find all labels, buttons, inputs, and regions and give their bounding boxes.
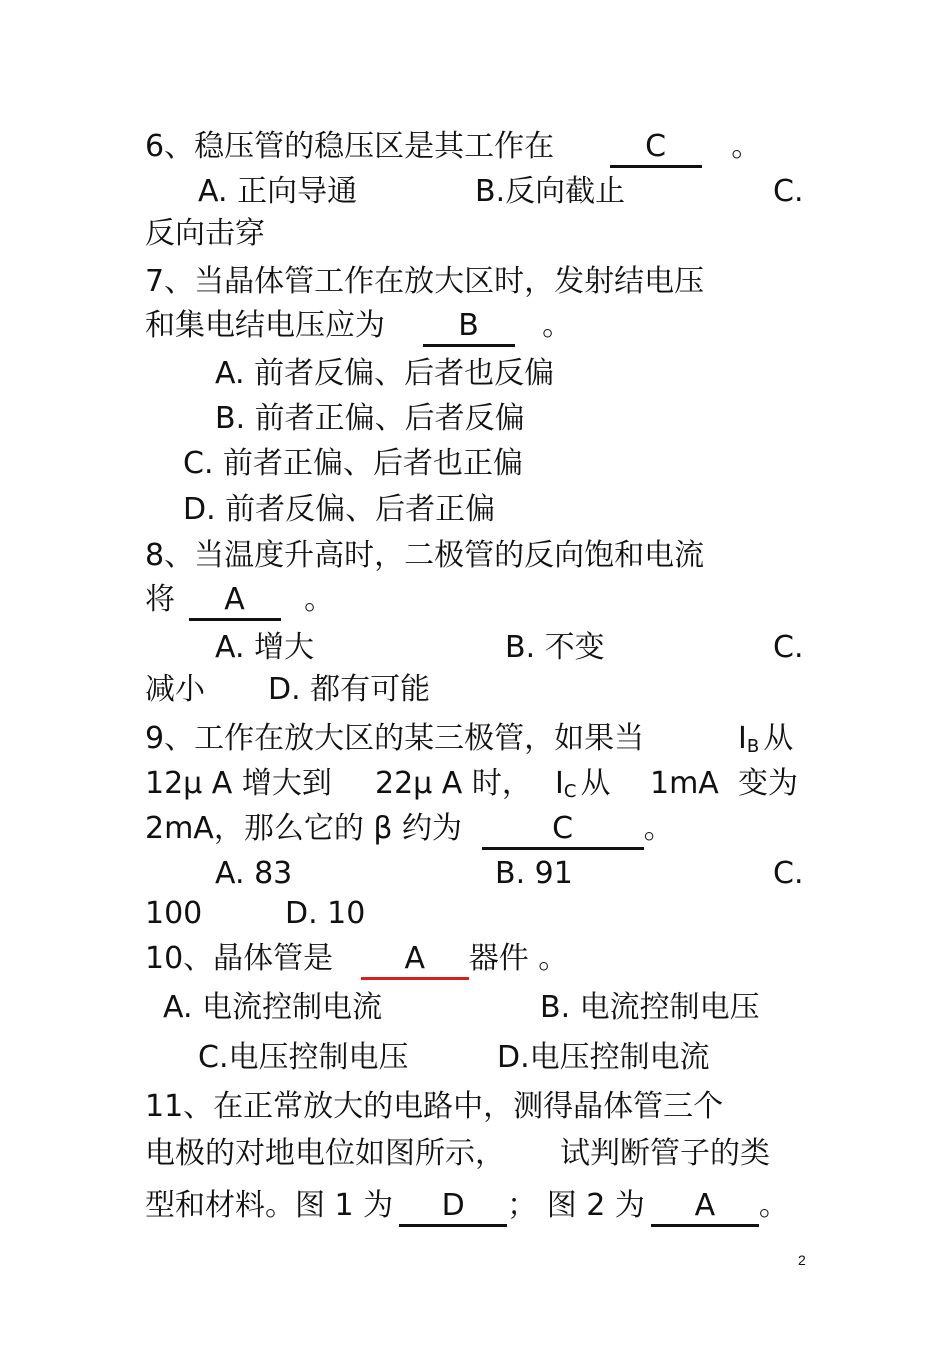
- q8-answer-blank: A: [189, 582, 281, 621]
- q6-answer-blank: C: [610, 129, 702, 168]
- q9-option-c: C.: [773, 856, 804, 891]
- q6-option-c: C.: [773, 174, 804, 209]
- q9-option-d: D. 10: [285, 896, 366, 931]
- q8-stem-line2: 将 A 。: [145, 578, 334, 622]
- q11-stem-line2b: 试判断管子的类: [560, 1136, 770, 1171]
- q10-answer-blank: A: [361, 941, 469, 980]
- q8-option-c-text: 减小: [145, 672, 205, 707]
- q11-stem-line3: 型和材料。图 1 为 D ； 图 2 为 A 。: [145, 1184, 789, 1228]
- q7-option-c: C. 前者正偏、后者也正偏: [183, 446, 524, 481]
- q10-option-c: C.电压控制电压: [198, 1040, 409, 1075]
- q9-ic-symbol: $I_C$ 从: [555, 766, 611, 802]
- q9-line2a: 12μ A 增大到: [145, 766, 332, 801]
- q8-option-b: B. 不变: [505, 630, 605, 665]
- q10-option-d: D.电压控制电流: [497, 1040, 710, 1075]
- q8-option-a: A. 增大: [215, 630, 315, 665]
- q8-option-d: D. 都有可能: [268, 672, 431, 707]
- q6-option-a: A. 正向导通: [198, 174, 358, 209]
- q11-answer1-blank: D: [399, 1188, 507, 1227]
- q8-option-c: C.: [773, 630, 804, 665]
- q11-answer2-blank: A: [651, 1188, 759, 1227]
- q9-stem-line3: 2mA，那么它的 β 约为 C 。: [145, 807, 674, 851]
- q9-line2b: 22μ A 时，: [375, 766, 532, 801]
- q7-option-b: B. 前者正偏、后者反偏: [215, 401, 525, 436]
- q10-option-b: B. 电流控制电压: [540, 990, 760, 1025]
- q6-option-c-text: 反向击穿: [145, 216, 265, 251]
- q8-stem-line1: 8、当温度升高时，二极管的反向饱和电流: [145, 538, 705, 573]
- q6-stem: 6、稳压管的稳压区是其工作在 C 。: [145, 125, 761, 169]
- q7-stem-line1: 7、当晶体管工作在放大区时，发射结电压: [145, 264, 705, 299]
- q7-option-a: A. 前者反偏、后者也反偏: [215, 356, 555, 391]
- q9-ib-symbol: $I_B$ 从: [738, 721, 794, 757]
- q11-stem-line1: 11、在正常放大的电路中，测得晶体管三个: [145, 1089, 724, 1124]
- q7-option-d: D. 前者反偏、后者正偏: [183, 492, 496, 527]
- q9-option-b: B. 91: [495, 856, 573, 891]
- q9-line2e: 变为: [738, 766, 798, 801]
- q10-option-a: A. 电流控制电流: [163, 990, 383, 1025]
- q10-stem: 10、晶体管是 A 器件 。: [145, 937, 568, 981]
- q9-option-a: A. 83: [215, 856, 293, 891]
- q7-answer-blank: B: [423, 308, 515, 347]
- q9-option-c-text: 100: [145, 896, 203, 931]
- q9-stem-line1: 9、工作在放大区的某三极管，如果当: [145, 721, 645, 756]
- q9-line2d: 1mA: [650, 766, 719, 801]
- q11-stem-line2a: 电极的对地电位如图所示，: [145, 1136, 505, 1171]
- page-number: 2: [798, 1252, 806, 1268]
- q9-answer-blank: C: [482, 811, 644, 850]
- q6-option-b: B.反向截止: [475, 174, 626, 209]
- q7-stem-line2: 和集电结电压应为 B 。: [145, 304, 572, 348]
